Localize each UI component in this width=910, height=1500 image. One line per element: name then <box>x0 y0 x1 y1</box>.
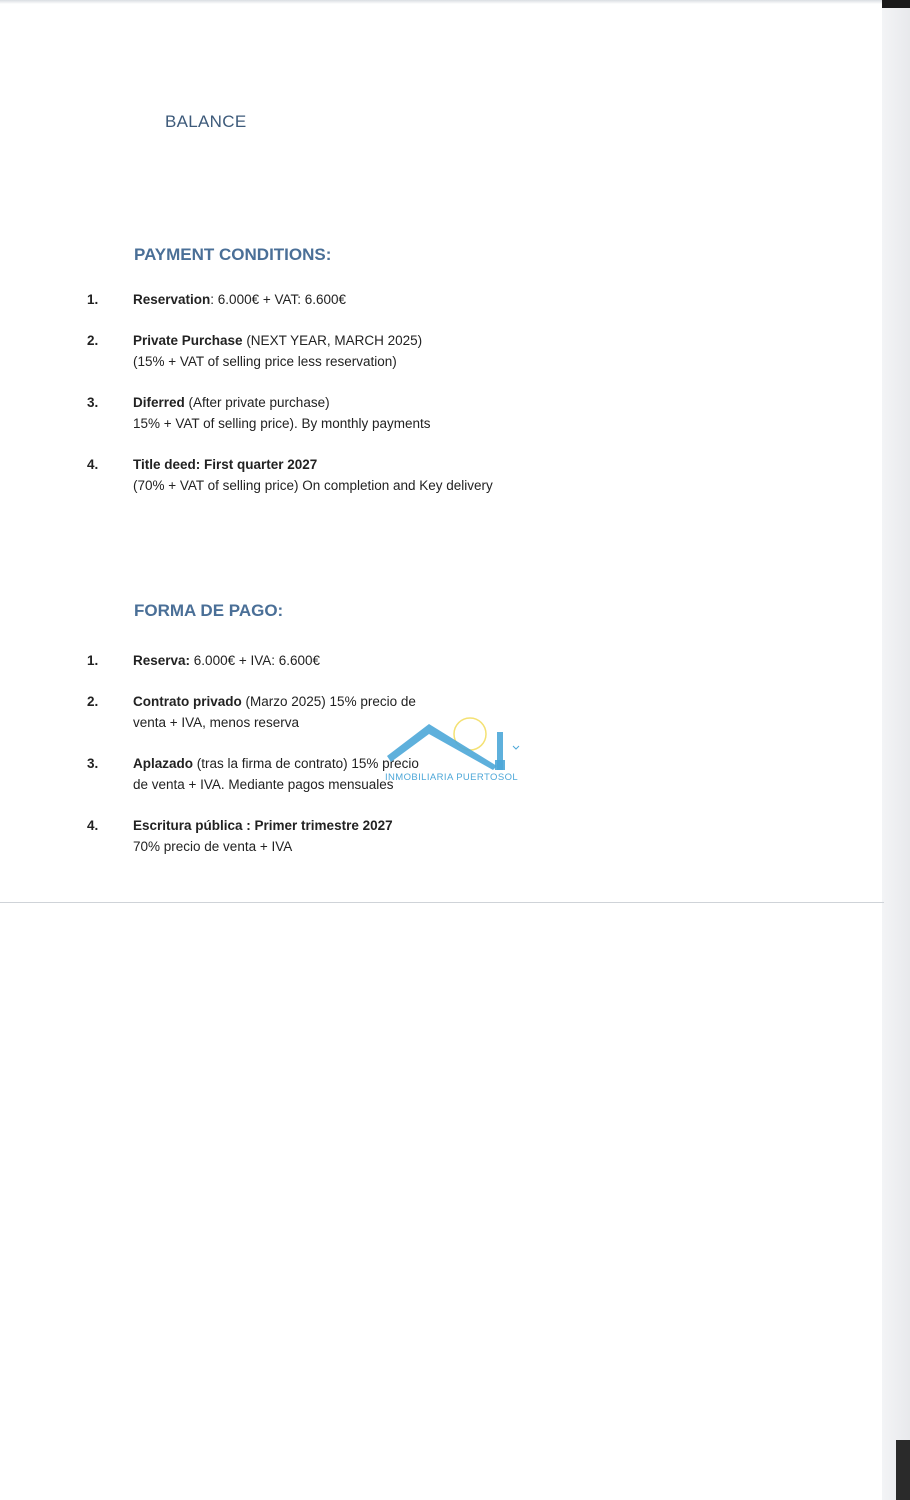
item-text: (After private purchase) <box>184 395 330 410</box>
watermark-text: INMOBILIARIA PUERTOSOL <box>385 772 519 783</box>
item-number: 2. <box>87 333 99 348</box>
item-text-line2: venta + IVA, menos reserva <box>133 715 299 730</box>
scan-shadow-bottom <box>896 1440 910 1500</box>
item-number: 3. <box>87 756 99 771</box>
item-text: (NEXT YEAR, MARCH 2025) <box>242 333 423 348</box>
scan-right-edge <box>882 0 910 1500</box>
balance-heading: BALANCE <box>165 112 247 131</box>
forma-de-pago-title: FORMA DE PAGO: <box>134 601 284 620</box>
item-bold-label: Reservation <box>133 292 211 307</box>
item-number: 1. <box>87 653 99 668</box>
item-number: 2. <box>87 694 99 709</box>
item-bold-label: Reserva: <box>133 653 191 668</box>
item-text-line2: (70% + VAT of selling price) On completion and Key delivery <box>133 478 493 493</box>
scan-top-edge <box>0 0 882 4</box>
item-bold-label: Contrato privado <box>133 694 242 709</box>
page-divider <box>0 902 884 903</box>
item-text-line2: 15% + VAT of selling price). By monthly payments <box>133 416 431 431</box>
payment-conditions-title: PAYMENT CONDITIONS: <box>134 245 332 264</box>
item-number: 3. <box>87 395 99 410</box>
item-bold-label: Diferred <box>133 395 185 410</box>
item-bold-label: Aplazado <box>133 756 194 771</box>
item-number: 4. <box>87 818 99 833</box>
item-number: 1. <box>87 292 99 307</box>
item-bold-label: Escritura pública : Primer trimestre 2027 <box>133 818 393 833</box>
scan-shadow-top <box>882 0 910 8</box>
item-bold-label: Title deed: First quarter 2027 <box>133 457 318 472</box>
item-text-line2: de venta + IVA. Mediante pagos mensuales <box>133 777 394 792</box>
item-text: : 6.000€ + VAT: 6.600€ <box>210 292 347 307</box>
item-text-line2: (15% + VAT of selling price less reservation) <box>133 354 397 369</box>
item-bold-label: Private Purchase <box>133 333 243 348</box>
item-text: (tras la firma de contrato) 15% precio <box>193 756 419 771</box>
item-text: 6.000€ + IVA: 6.600€ <box>190 653 321 668</box>
item-text-line2: 70% precio de venta + IVA <box>133 839 293 854</box>
item-number: 4. <box>87 457 99 472</box>
item-text: (Marzo 2025) 15% precio de <box>241 694 416 709</box>
